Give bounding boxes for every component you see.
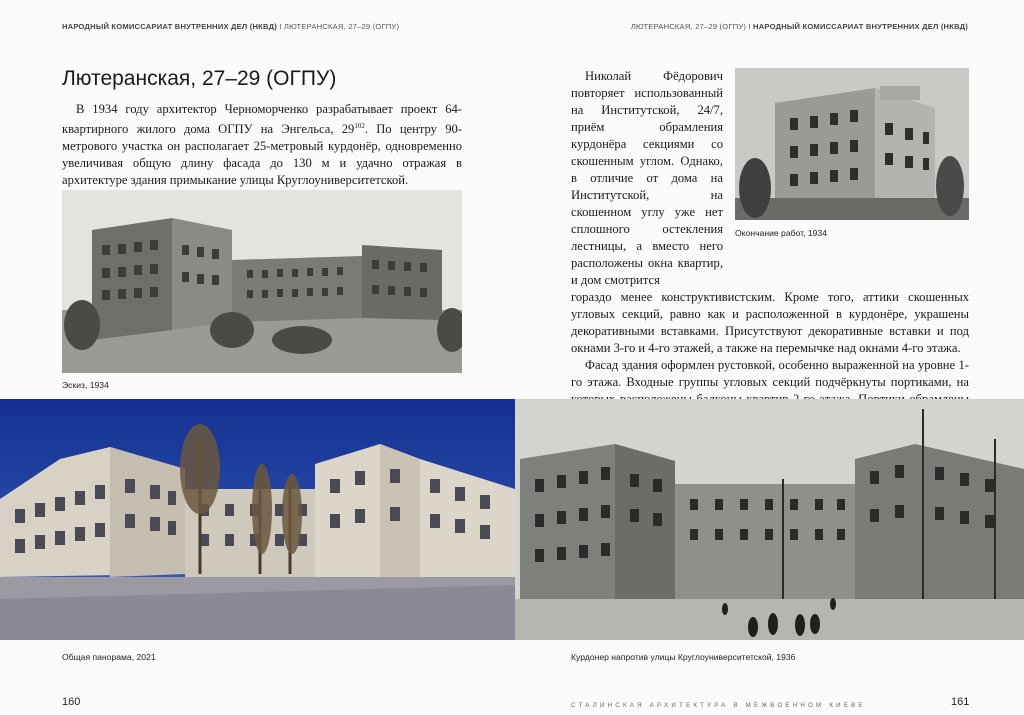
- right-paragraph-wide: гораздо менее конструктивистским. Кроме того, аттики скошенных угловых секций, равно как и расположенной в курдонёре, украшены декоративными вставками. Присутствуют декоративные вставки и под окнами 3-го и 4-го этажей, а также на перемычке над окнами 4-го этажа.: [571, 290, 969, 355]
- running-head-left-bold: НАРОДНЫЙ КОМИССАРИАТ ВНУТРЕННИХ ДЕЛ (НКВД): [62, 22, 277, 31]
- running-head-right-bold: НАРОДНЫЙ КОМИССАРИАТ ВНУТРЕННИХ ДЕЛ (НКВД): [753, 22, 968, 31]
- construction-caption: Окончание работ, 1934: [735, 228, 827, 238]
- left-paragraph: [62, 101, 462, 189]
- left-paragraph-text: В 1934 году архитектор Черноморченко разрабатывает проект 64-квартирного жилого дома ОГПУ на Энгельса, 29: [62, 102, 462, 137]
- page-number-right: 161: [951, 696, 970, 708]
- page-title: Лютеранская, 27–29 (ОГПУ): [62, 67, 337, 90]
- running-head-right-rest: ЛЮТЕРАНСКАЯ, 27–29 (ОГПУ) I: [630, 22, 754, 31]
- right-paragraph-facade: Фасад здания оформлен рустовкой, особенно выраженной на уровне 1-го этажа. Входные группы угловых секций подчёркнуты портиками, на: [571, 358, 969, 389]
- courtyard-photo: [515, 399, 1024, 640]
- footnote-ref: 102: [354, 122, 365, 130]
- panorama-photo: [0, 399, 515, 640]
- running-head-left: [62, 22, 399, 31]
- book-title: СТАЛИНСКАЯ АРХИТЕКТУРА В МЕЖВОЕННОМ КИЕВЕ: [571, 702, 866, 709]
- right-paragraph-narrow: Николай Фёдорович повторяет использованный на Институтской, 24/7, приём обрамления курдонёра секциями со скошенным углом. Однако, в отличие от дома на Институтской, на скошенном углу уже нет сплошного остекления лестницы, а вместо него расположены окна квартир, и дом смотрится: [571, 69, 723, 287]
- page-number-left: 160: [62, 696, 81, 708]
- running-head-right: [631, 22, 968, 31]
- construction-photo: [735, 68, 969, 220]
- panorama-caption: Общая панорама, 2021: [62, 652, 156, 662]
- running-head-left-rest: I ЛЮТЕРАНСКАЯ, 27–29 (ОГПУ): [276, 22, 400, 31]
- courtyard-caption: Курдонер напротив улицы Круглоуниверситетской, 1936: [571, 652, 796, 662]
- left-paragraph-text-end: . По центру 90-метрового участка он располагает 25-метровый курдонёр, одновременно увеличивая общую длину фасада до 130 м и удачно отражая в архитектуре здания примыкание улицы Круглоуниверситетской.: [62, 122, 462, 188]
- sketch-image: [62, 190, 462, 373]
- sketch-caption: Эскиз, 1934: [62, 380, 109, 390]
